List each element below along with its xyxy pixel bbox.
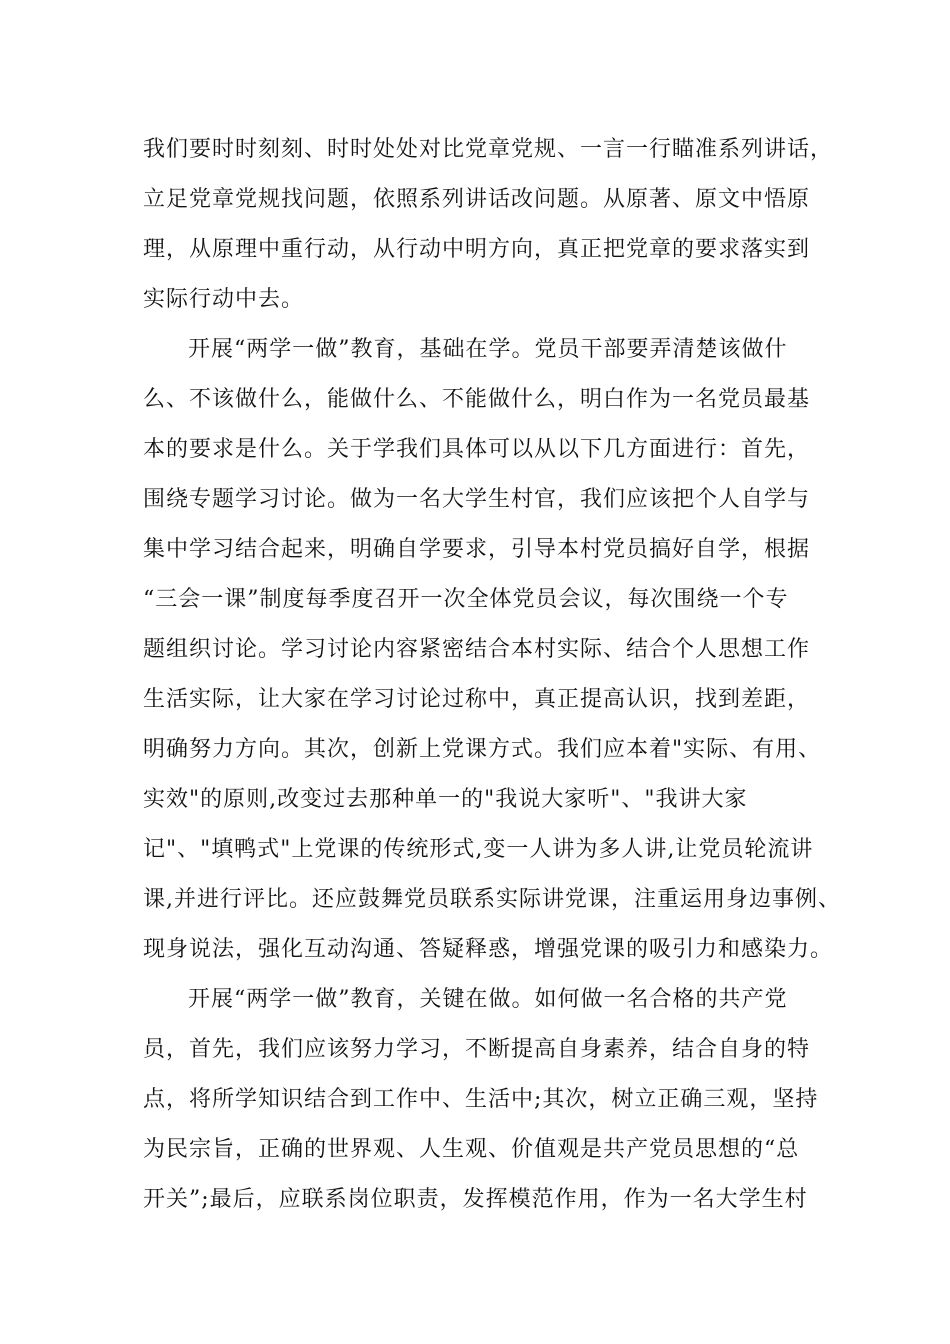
text-line: 我们要时时刻刻、时时处处对比党章党规、一言一行瞄准系列讲话， <box>143 137 834 162</box>
text-line: “三会一课”制度每季度召开一次全体党员会议，每次围绕一个专 <box>143 587 789 612</box>
text-line: 集中学习结合起来，明确自学要求，引导本村党员搞好自学，根据 <box>143 537 811 562</box>
text-line: 开展“两学一做”教育，基础在学。党员干部要弄清楚该做什 <box>188 337 788 362</box>
text-line: 实际行动中去。 <box>143 287 305 312</box>
text-line: 明确努力方向。其次，创新上党课方式。我们应本着"实际、有用、 <box>143 737 822 762</box>
text-line: 现身说法，强化互动沟通、答疑释惑，增强党课的吸引力和感染力。 <box>143 937 834 962</box>
text-line: 开关”;最后，应联系岗位职责，发挥模范作用，作为一名大学生村 <box>143 1187 808 1212</box>
text-line: 围绕专题学习讨论。做为一名大学生村官，我们应该把个人自学与 <box>143 487 811 512</box>
text-line: 记"、"填鸭式"上党课的传统形式,变一人讲为多人讲,让党员轮流讲 <box>143 837 814 862</box>
text-line: 课,并进行评比。还应鼓舞党员联系实际讲党课，注重运用身边事例、 <box>143 887 841 912</box>
text-line: 立足党章党规找问题，依照系列讲话改问题。从原著、原文中悟原 <box>143 187 811 212</box>
text-line: 生活实际，让大家在学习讨论过称中，真正提高认识，找到差距， <box>143 687 811 712</box>
text-line: 理，从原理中重行动，从行动中明方向，真正把党章的要求落实到 <box>143 237 811 262</box>
text-line: 么、不该做什么，能做什么、不能做什么，明白作为一名党员最基 <box>143 387 811 412</box>
text-line: 点，将所学知识结合到工作中、生活中;其次，树立正确三观，坚持 <box>143 1087 819 1112</box>
text-line: 开展“两学一做”教育，关键在做。如何做一名合格的共产党 <box>188 987 788 1012</box>
text-line: 实效"的原则,改变过去那种单一的"我说大家听"、"我讲大家 <box>143 787 748 812</box>
text-line: 员，首先，我们应该努力学习，不断提高自身素养，结合自身的特 <box>143 1037 811 1062</box>
text-line: 本的要求是什么。关于学我们具体可以从以下几方面进行：首先， <box>143 437 811 462</box>
text-line: 题组织讨论。学习讨论内容紧密结合本村实际、结合个人思想工作 <box>143 637 811 662</box>
text-line: 为民宗旨，正确的世界观、人生观、价值观是共产党员思想的“总 <box>143 1137 800 1162</box>
